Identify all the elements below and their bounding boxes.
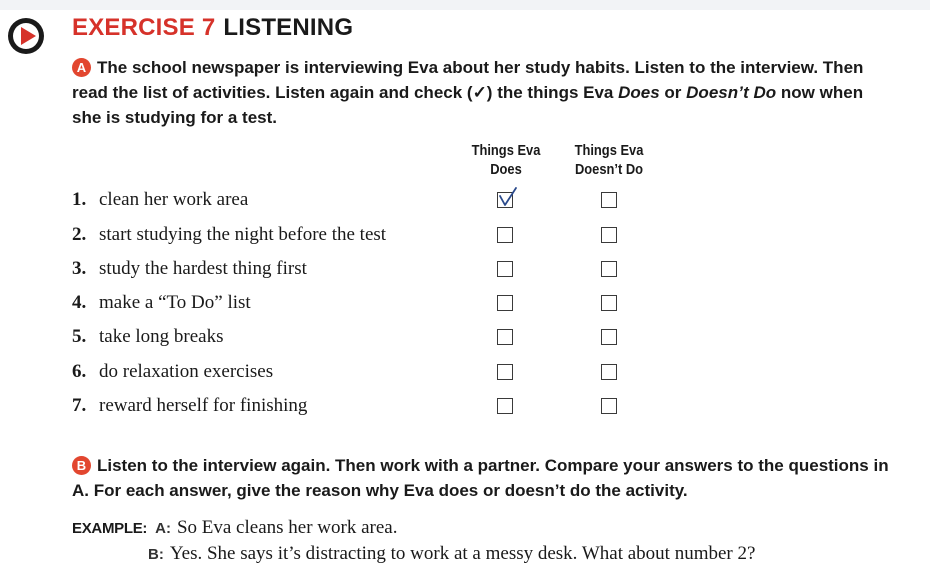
does-checkbox[interactable]: [497, 227, 513, 243]
activity-text: clean her work area: [99, 189, 249, 210]
activity-number: 5.: [72, 326, 87, 347]
does-checkbox[interactable]: [497, 295, 513, 311]
column-header-does-line1: Things Eva: [471, 142, 541, 159]
activity-item: [72, 222, 386, 248]
example-line-b: [148, 541, 755, 568]
column-header-doesnt-line2: Doesn’t Do: [574, 161, 644, 178]
part-a-or: or: [659, 83, 682, 102]
activity-number: 3.: [72, 258, 87, 279]
speaker-a: A:: [155, 520, 171, 537]
activity-text: do relaxation exercises: [99, 361, 274, 382]
doesnt-checkbox[interactable]: [601, 295, 617, 311]
checkmark-icon: [497, 187, 519, 209]
doesnt-checkbox[interactable]: [601, 192, 617, 208]
activity-text: take long breaks: [99, 326, 224, 347]
activity-item: [72, 324, 224, 350]
part-a-badge: A: [72, 58, 91, 77]
exercise-section: LISTENING: [223, 14, 354, 41]
activity-item: [72, 393, 307, 419]
part-a-text-2: now when she is studying for a test.: [72, 83, 864, 127]
page-top-strip: [0, 0, 930, 10]
doesnt-checkbox[interactable]: [601, 227, 617, 243]
example-label: EXAMPLE:: [72, 520, 148, 537]
part-a-instructions: [72, 55, 892, 130]
activity-item: [72, 359, 273, 385]
activity-text: reward herself for finishing: [99, 395, 308, 416]
part-a-does-term: Does: [618, 83, 660, 102]
activity-item: [72, 256, 307, 282]
column-header-does-line2: Does: [490, 161, 522, 178]
activity-number: 1.: [72, 189, 87, 210]
column-header-doesnt: [566, 141, 652, 179]
activity-text: study the hardest thing first: [99, 258, 307, 279]
exercise-title: [72, 14, 353, 42]
does-checkbox[interactable]: [497, 261, 513, 277]
doesnt-checkbox[interactable]: [601, 398, 617, 414]
part-b-badge: B: [72, 456, 91, 475]
activity-number: 4.: [72, 292, 87, 313]
column-header-doesnt-line1: Things Eva: [574, 142, 644, 159]
activity-item: [72, 187, 248, 213]
activity-number: 2.: [72, 224, 87, 245]
doesnt-checkbox[interactable]: [601, 261, 617, 277]
speaker-b: B:: [148, 546, 164, 563]
does-checkbox[interactable]: [497, 398, 513, 414]
part-a-text-1: The school newspaper is interviewing Eva about her study habits. Listen to the interview. Then read the list of activities. Listen again and check (✓) the things Eva: [72, 58, 864, 102]
example-line-a: [72, 515, 397, 542]
does-checkbox[interactable]: [497, 192, 513, 208]
part-a-doesnt-term: Doesn’t Do: [686, 83, 777, 102]
doesnt-checkbox[interactable]: [601, 364, 617, 380]
exercise-number: EXERCISE 7: [72, 14, 216, 41]
example-b-text: Yes. She says it’s distracting to work at a messy desk. What about number 2?: [169, 543, 756, 564]
activity-text: make a “To Do” list: [99, 292, 251, 313]
doesnt-checkbox[interactable]: [601, 329, 617, 345]
activity-item: [72, 290, 251, 316]
does-checkbox[interactable]: [497, 329, 513, 345]
activity-number: 7.: [72, 395, 87, 416]
part-b-text: Listen to the interview again. Then work with a partner. Compare your answers to the questions in A. For each answer, give the reason why Eva does or doesn’t do the activity.: [72, 456, 889, 500]
activity-text: start studying the night before the test: [99, 224, 387, 245]
does-checkbox[interactable]: [497, 364, 513, 380]
column-header-does: [463, 141, 549, 179]
activity-number: 6.: [72, 361, 87, 382]
example-a-text: So Eva cleans her work area.: [176, 517, 398, 538]
play-audio-icon[interactable]: [6, 16, 46, 56]
part-b-instructions: [72, 453, 892, 503]
